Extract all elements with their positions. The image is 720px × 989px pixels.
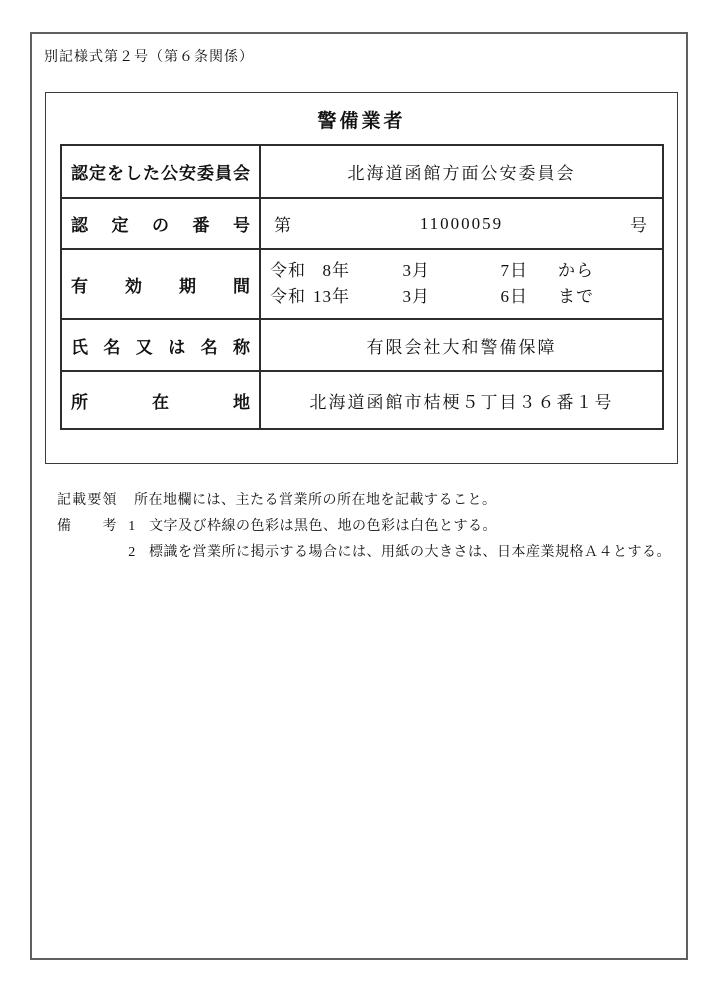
guideline-text: 所在地欄には、主たる営業所の所在地を記載すること。 [134,493,497,508]
period-from-line [270,258,662,284]
number-label: 認定の番号 [71,216,250,235]
remark-row-1 [57,514,677,540]
remark-2-number: 2 [128,545,136,560]
address-label: 所在地 [71,392,250,412]
committee-label: 認定をした公安委員会 [71,164,250,183]
day-unit: 日 [510,261,528,280]
period-label: 有効期間 [71,276,250,296]
period-value-cell [261,250,662,320]
committee-value: 北海道函館方面公安委員会 [347,164,576,183]
remark-1-number: 1 [128,519,136,534]
period-to-line [270,284,662,310]
number-value: 11000059 [419,213,504,233]
month-unit: 月 [412,261,430,280]
remark-2-text: 標識を営業所に掲示する場合には、用紙の大きさは、日本産業規格Ａ４とする。 [149,545,671,560]
period-to-month: 3 [402,287,412,306]
certificate-title: 警備業者 [317,111,406,132]
period-to-day: 6 [500,287,510,306]
period-from-suffix: から [558,261,594,280]
page-border [30,32,688,960]
name-value: 有限会社大和警備保障 [366,337,557,357]
form-number-heading: 別記様式第２号（第６条関係） [44,48,254,64]
name-label: 氏名又は名称 [71,337,250,357]
period-from-year: 8 [322,261,332,280]
remarks-label: 備考 [57,519,117,534]
year-unit: 年 [332,261,350,280]
certificate-frame [45,92,678,464]
guideline-label: 記載要領 [57,493,117,508]
address-value: 北海道函館市桔梗５丁目３６番１号 [309,392,614,412]
period-from-era: 令和 [270,261,306,280]
name-label-cell [62,320,261,372]
number-value-cell [261,199,662,250]
day-unit: 日 [510,287,528,306]
period-from-month: 3 [402,261,412,280]
period-to-suffix: まで [558,287,594,306]
certificate-table [60,144,664,430]
period-from-day: 7 [500,261,510,280]
committee-label-cell [62,146,261,199]
period-to-year: 13 [313,287,332,306]
period-to-era: 令和 [270,287,306,306]
address-value-cell [261,372,662,428]
guideline-row [57,488,677,514]
number-label-cell [62,199,261,250]
name-value-cell [261,320,662,372]
address-label-cell [62,372,261,428]
year-unit: 年 [332,287,350,306]
month-unit: 月 [412,287,430,306]
remark-1-text: 文字及び枠線の色彩は黒色、地の色彩は白色とする。 [149,519,497,534]
number-suffix: 号 [630,216,649,235]
remark-row-2 [57,540,677,566]
committee-value-cell [261,146,662,199]
period-label-cell [62,250,261,320]
footer-notes [57,488,677,566]
number-prefix: 第 [274,216,293,235]
